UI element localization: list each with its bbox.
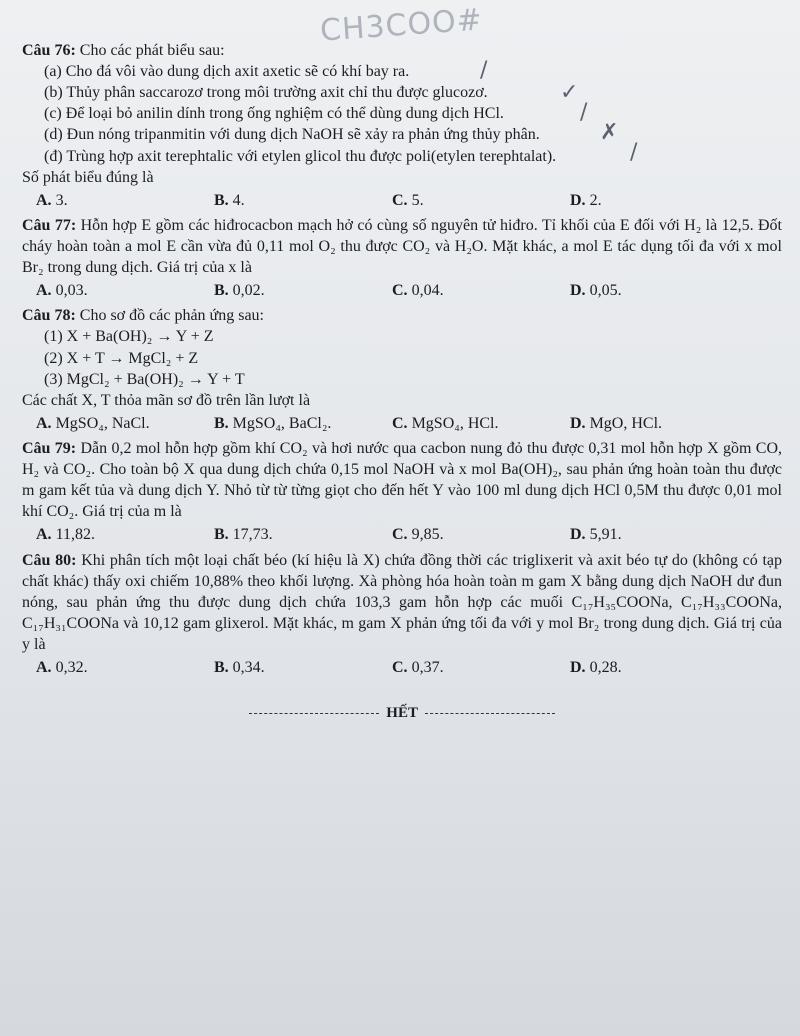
answer-options xyxy=(22,657,782,678)
question-number: Câu 76: xyxy=(22,42,76,59)
question-76 xyxy=(22,40,782,211)
option-d[interactable]: D. MgO, HCl. xyxy=(570,414,663,432)
option-d[interactable]: D. 0,28. xyxy=(570,659,622,677)
option-d[interactable]: D. 2. xyxy=(570,191,602,209)
question-stem: Cho sơ đồ các phản ứng sau: xyxy=(79,307,264,325)
question-number: Câu 80: xyxy=(22,551,77,569)
answer-options xyxy=(22,190,782,211)
handwritten-note: CH3COO# xyxy=(318,2,484,49)
question-number: Câu 77: xyxy=(22,216,77,234)
question-79 xyxy=(22,438,782,546)
check-mark-icon: / xyxy=(630,140,638,165)
option-b[interactable]: B. 0,02. xyxy=(214,282,265,300)
answer-options xyxy=(22,524,782,545)
exam-content xyxy=(22,36,782,724)
option-a[interactable]: A. 0,32. xyxy=(36,659,88,677)
option-c[interactable]: C. 0,37. xyxy=(392,659,444,677)
reaction-3: (3) MgCl₂ + Ba(OH)₂ → Y + T xyxy=(44,370,245,388)
option-b[interactable]: B. 17,73. xyxy=(214,526,273,544)
option-a[interactable]: A. MgSO₄, NaCl. xyxy=(36,414,150,432)
question-80 xyxy=(22,550,782,679)
statement-c: (c) Để loại bỏ anilin dính trong ống nghiệm có thể dùng dung dịch HCl. xyxy=(44,105,504,123)
end-label: HẾT xyxy=(386,705,418,722)
option-d[interactable]: D. 0,05. xyxy=(570,282,622,300)
option-a[interactable]: A. 11,82. xyxy=(36,526,95,544)
divider xyxy=(249,713,379,714)
option-b[interactable]: B. 4. xyxy=(214,191,245,209)
answer-options xyxy=(22,413,782,434)
question-prompt: Số phát biểu đúng là xyxy=(22,168,154,186)
statement-dd: (đ) Trùng hợp axit terephtalic với etylen glicol thu được poli(etylen terephtalat). xyxy=(44,147,557,165)
question-text: Hỗn hợp E gồm các hiđrocacbon mạch hở có cùng số nguyên tử hiđro. Tỉ khối của E đối với H₂ là 12,5. Đốt cháy hoàn toàn a mol E cần vừa đủ 0,11 mol O₂ thu được CO₂ và H₂O. Mặt khác, a mol E tác dụng tối đa với x mol Br₂ trong dung dịch. Giá trị của x là xyxy=(22,216,783,277)
option-c[interactable]: C. MgSO₄, HCl. xyxy=(392,414,499,432)
reaction-2: (2) X + T → MgCl₂ + Z xyxy=(44,349,199,367)
question-number: Câu 78: xyxy=(22,307,76,325)
check-mark-icon: / xyxy=(480,58,488,83)
option-d[interactable]: D. 5,91. xyxy=(570,526,622,544)
option-c[interactable]: C. 0,04. xyxy=(392,282,444,300)
check-mark-icon: / xyxy=(580,100,588,125)
statement-d: (d) Đun nóng tripanmitin với dung dịch NaOH sẽ xảy ra phản ứng thủy phân. xyxy=(44,126,540,144)
option-b[interactable]: B. 0,34. xyxy=(214,659,265,677)
question-stem: Cho các phát biểu sau: xyxy=(79,42,225,59)
option-b[interactable]: B. MgSO₄, BaCl₂. xyxy=(214,414,332,432)
answer-options xyxy=(22,280,782,301)
question-text: Dẫn 0,2 mol hỗn hợp gồm khí CO₂ và hơi nước qua cacbon nung đỏ thu được 0,31 mol hỗn hợp X gồm CO, H₂ và CO₂. Cho toàn bộ X qua dung dịch chứa 0,15 mol NaOH và x mol Ba(OH)₂, sau phản ứng hoàn toàn thu được m gam kết tủa và dung dịch Y. Nhỏ từ từ từng giọt cho đến hết Y vào 100 ml dung dịch HCl 0,5M thu được 0,01 mol khí CO₂. Giá trị của m là xyxy=(22,439,783,521)
question-prompt: Các chất X, T thỏa mãn sơ đồ trên lần lượt là xyxy=(22,391,311,409)
statement-b: (b) Thủy phân saccarozơ trong môi trường axit chỉ thu được glucozơ. xyxy=(44,84,488,102)
option-c[interactable]: C. 9,85. xyxy=(392,526,444,544)
check-mark-icon: ✓ xyxy=(560,80,579,105)
statement-a: (a) Cho đá vôi vào dung dịch axit axetic sẽ có khí bay ra. xyxy=(44,63,410,81)
question-text: Khi phân tích một loại chất béo (kí hiệu là X) chứa đồng thời các triglixerit và axit béo tự do (không có tạp chất khác) thấy oxi chiếm 10,88% theo khối lượng. Xà phòng hóa hoàn toàn m gam X bằng dung dịch NaOH dư đun nóng, sau phản ứng thu được dung dịch chứa 103,3 gam hỗn hợp các muối C₁₇H₃₅COONa, C₁₇H₃₃COONa, C₁₇H₃₁COONa và 10,12 gam glixerol. Mặt khác, m gam X phản ứng tối đa với y mol Br₂ trong dung dịch. Giá trị của y là xyxy=(22,551,782,653)
option-a[interactable]: A. 0,03. xyxy=(36,282,88,300)
option-a[interactable]: A. 3. xyxy=(36,191,68,209)
option-c[interactable]: C. 5. xyxy=(392,191,424,209)
question-78 xyxy=(22,305,782,434)
question-number: Câu 79: xyxy=(22,439,77,457)
cross-mark-icon: ✗ xyxy=(600,120,619,145)
end-marker xyxy=(22,704,782,724)
reaction-1: (1) X + Ba(OH)₂ → Y + Z xyxy=(44,328,214,346)
divider xyxy=(425,713,555,714)
question-77 xyxy=(22,215,782,301)
